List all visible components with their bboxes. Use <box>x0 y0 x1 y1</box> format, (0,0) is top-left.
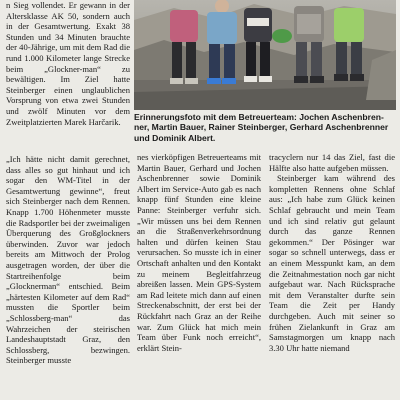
article-column-2 <box>137 152 261 353</box>
article-paragraph: Steinberger kam während des kompletten Rennens ohne Schlaf aus: „Ich habe zum Glück keinen Schlaf gebraucht und mein Team und ich sind relativ gut gelaunt durch das ganze Rennen gekommen.“ Der Pösinger war sogar so schnell unterwegs, dass er an einem Messpunkt kam, an dem die Zeitnahmestation noch gar nicht aufgebaut war. Nach Rücksprache mit dem Veranstalter durfte sein Team die Zeit per Handy durchgeben. Auch mit seiner so frühen Zielankunft in Graz am Samstagmorgen um knapp nach 3.30 Uhr hatte niemand <box>269 173 395 353</box>
article-column-1 <box>6 154 130 366</box>
caption-line: Erinnerungsfoto mit dem Betreuerteam: Jochen Aschenbren- <box>134 112 384 122</box>
article-paragraph: „Ich hätte nicht damit gerechnet, dass alles so gut hinhaut und ich sogar den WM-Titel in der Gesamtwertung gewinne“, freut sich Steinberger nach dem Rennen. Knapp 1.700 Höhenmeter musste die Radsportler bei der zweimaligen Überquerung des Großglockners überwinden. Zuvor war jedoch bereits am Mittwoch der Prolog ausgetragen worden, der über die Startreihenfolge beim „Glocknerman“ entschied. Beim „härtesten Kilometer auf dem Rad“ mussten die Sportler beim „Schlossberg-man“ das Wahrzeichen der steirischen Landeshauptstadt Graz, den Schlossberg, bezwingen. Steinberger musste <box>6 154 130 366</box>
caption-line: und Dominik Albert. <box>134 132 216 143</box>
article-paragraph: nes vierköpfigen Betreuerteams mit Martin Bauer, Gerhard und Jochen Aschenbrenner sowie Dominik Albert im Service-Auto gab es nach knapp fünf Stunden eine kleine Panne: Steinberger verfuhr sich. „Wir müssen uns bei dem Rennen an die Straßenverkehrsordnung halten und dürfen keinen Stau verursachen. So musste ich in einer Ortschaft anhalten und den Kontakt zu meinem Begleitfahrzeug abreißen lassen. Mein GPS-System am Rad leitete mich dann auf einen Streckenabschnitt, der erst bei der Rückfahrt nach Graz an der Reihe war. Zum Glück hat mich mein Team über Funk noch erreicht“, erklärt Stein- <box>137 152 261 353</box>
caption-line: ner, Martin Bauer, Rainer Steinberger, Gerhard Aschenbrenner <box>134 122 389 133</box>
photo-caption <box>134 112 396 143</box>
article-column-top-left <box>6 0 130 127</box>
article-column-3 <box>269 152 395 353</box>
article-paragraph-intro: n Sieg vollendet. Er gewann in der Altersklasse AK 50, sondern auch in der Gesamtwertung. Exakt 38 Stunden und 34 Minuten brauchte der 40-Jährige, um mit dem Rad die rund 1.000 Kilometer lange Strecke beim „Glockner-man“ zu bewältigen. Im Ziel hatte Steinberger einen unglaublichen Vorsprung von etwa zwei Stunden und zwölf Minuten vor dem Zweitplatzierten Marek Harčarik. <box>6 0 130 127</box>
team-photo-image <box>134 0 396 110</box>
team-photo <box>134 0 396 110</box>
article-paragraph: tracyclern nur 14 das Ziel, fast die Hälfte also hatte aufgeben müssen. <box>269 152 395 173</box>
